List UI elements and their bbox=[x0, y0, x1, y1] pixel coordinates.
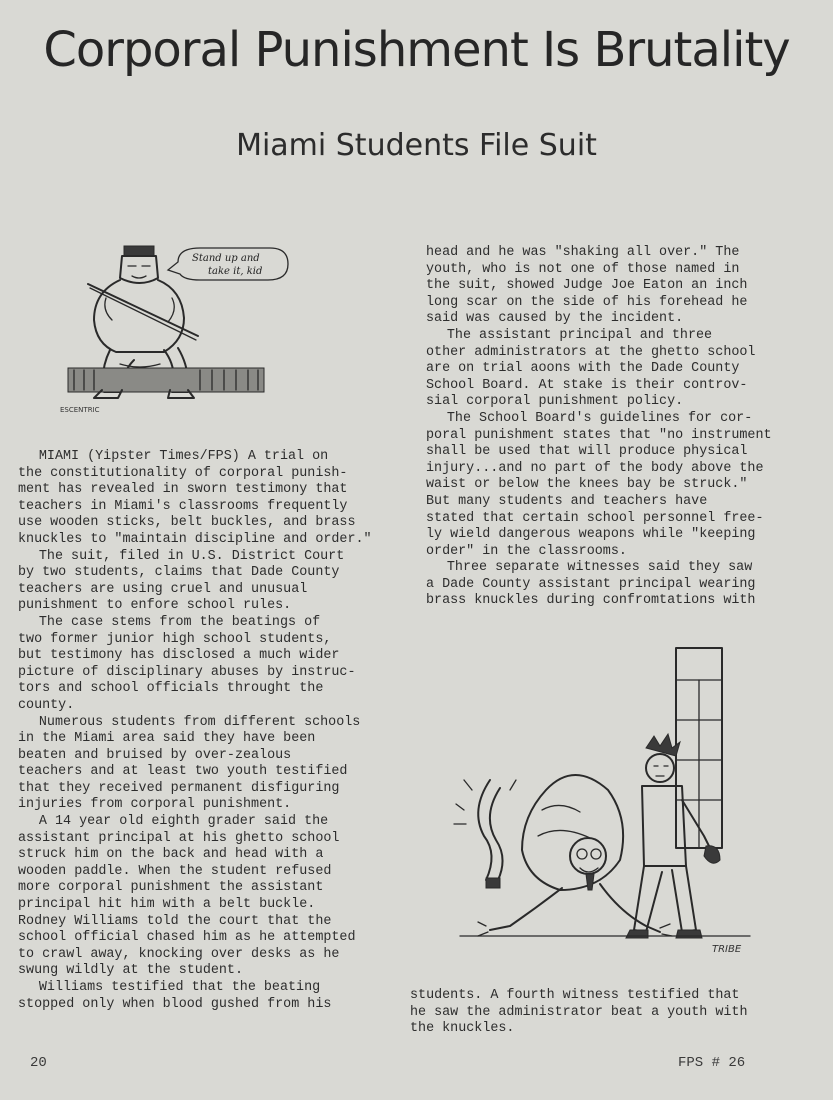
paragraph: head and he was "shaking all over." The youth, who is not one of those named in the suit, showed Judge Joe Eaton an inch long scar on the side of his forehead he said was caused by the incident. bbox=[426, 245, 748, 327]
page-number: 20 bbox=[30, 1055, 47, 1071]
article-column-right-bottom bbox=[410, 988, 790, 1038]
article-column-left bbox=[18, 449, 388, 1013]
paragraph: The case stems from the beatings of two former junior high school students, but testimony has disclosed a much wider picture of disciplinary abuses by instruc- tors and school officials throught the county. bbox=[18, 614, 356, 713]
paragraph: A 14 year old eighth grader said the assistant principal at his ghetto school struck him on the back and head with a wooden paddle. When the student refused more corporal punishment the assistant principal hit him with a belt buckle. Rodney Williams told the court that the school official chased him as he attempted to crawl away, knocking over desks as he swung wildly at the student. bbox=[18, 814, 356, 979]
figure-hair bbox=[124, 246, 154, 256]
paragraph: Three separate witnesses said they saw a Dade County assistant principal wearing brass knuckles during confromtations with bbox=[426, 560, 756, 609]
paragraph: Numerous students from different schools in the Miami area said they have been beaten and bruised by over-zealous teachers and at least two youth testified that they received permanent disfiguring injuries from corporal punishment. bbox=[18, 714, 361, 813]
cartoon-right-signature: TRIBE bbox=[712, 944, 742, 955]
cartoon-left-signature: ESCENTRIC bbox=[60, 406, 100, 414]
figure-head bbox=[120, 256, 158, 283]
paragraph: MIAMI (Yipster Times/FPS) A trial on the constitutionality of corporal punish- ment has revealed in sworn testimony that teachers in Miami's classrooms frequently use wooden sticks, belt buckles, and brass knuckles to "maintain discipline and order." bbox=[18, 449, 372, 547]
issue-label: FPS # 26 bbox=[678, 1055, 746, 1071]
belt-buckle bbox=[454, 780, 516, 888]
paragraph: The School Board's guidelines for cor- poral punishment states that "no instrument shall be used that will produce physical injury...and no part of the body above the waist or below the knees bay be struck." But many students and teachers have stated that certain school personnel free- ly wield dangerous weapons while "keeping order" in the classrooms. bbox=[426, 410, 772, 559]
paragraph: students. A fourth witness testified that he saw the administrator beat a youth with the knuckles. bbox=[410, 988, 748, 1037]
subheadline: Miami Students File Suit bbox=[236, 128, 597, 163]
headline: Corporal Punishment Is Brutality bbox=[43, 22, 790, 78]
article-column-right-top bbox=[426, 245, 798, 610]
speech-bubble-line-1: Stand up and bbox=[192, 253, 260, 264]
chair-base bbox=[68, 368, 264, 392]
cartoon-administrator-and-student bbox=[450, 640, 760, 970]
speech-bubble-line-2: take it, kid bbox=[208, 266, 263, 277]
cartoon-teacher-with-stick bbox=[60, 240, 290, 420]
paragraph: The assistant principal and three other administrators at the ghetto school are on trial aoons with the Dade County School Board. At stake is their controv- sial corporal punishment policy. bbox=[426, 327, 756, 410]
paragraph: Williams testified that the beating stopped only when blood gushed from his bbox=[18, 980, 332, 1012]
student-figure bbox=[626, 734, 720, 938]
paragraph: The suit, filed in U.S. District Court by two students, claims that Dade County teachers are using cruel and unusual punishment to enfore school rules. bbox=[18, 548, 345, 614]
figure-body bbox=[94, 280, 184, 352]
wooden-stick bbox=[88, 284, 198, 336]
